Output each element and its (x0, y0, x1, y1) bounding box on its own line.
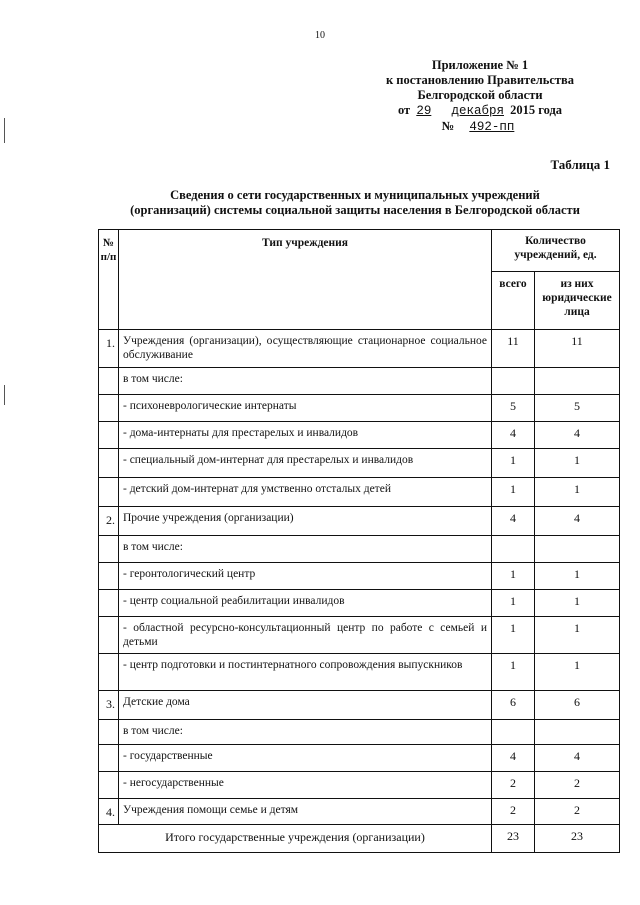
row-num: 1. (99, 330, 119, 368)
total-legal-value: 23 (535, 825, 620, 853)
table-row (99, 654, 620, 691)
row-type: - центр социальной реабилитации инвалидов (119, 590, 492, 617)
row-total: 11 (492, 330, 535, 368)
total-label: Итого государственные учреждения (организации) (99, 825, 492, 853)
table-row (99, 590, 620, 617)
row-total: 1 (492, 449, 535, 478)
table-row (99, 720, 620, 745)
row-total: 1 (492, 590, 535, 617)
row-legal: 4 (535, 422, 620, 449)
row-type: Детские дома (119, 691, 492, 720)
table-row (99, 449, 620, 478)
row-num (99, 590, 119, 617)
row-type: в том числе: (119, 536, 492, 563)
row-total: 2 (492, 799, 535, 825)
row-legal: 6 (535, 691, 620, 720)
row-total (492, 720, 535, 745)
table-row (99, 563, 620, 590)
appendix-line3: Белгородской области (417, 88, 543, 102)
row-legal (535, 720, 620, 745)
row-type: Учреждения помощи семье и детям (119, 799, 492, 825)
row-legal: 1 (535, 590, 620, 617)
table-title (90, 188, 620, 218)
row-num (99, 368, 119, 395)
margin-mark (4, 118, 5, 143)
header-type: Тип учреждения (119, 230, 492, 330)
table-row (99, 330, 620, 368)
row-total: 6 (492, 691, 535, 720)
row-total (492, 368, 535, 395)
header-count: Количество учреждений, ед. (492, 230, 620, 272)
row-type: - дома-интернаты для престарелых и инвалидов (119, 422, 492, 449)
total-value: 23 (492, 825, 535, 853)
row-type: - психоневрологические интернаты (119, 395, 492, 422)
row-type: - детский дом-интернат для умственно отсталых детей (119, 478, 492, 507)
page-number: 10 (315, 30, 325, 41)
header-legal: из них юридические лица (535, 272, 620, 330)
row-legal: 1 (535, 617, 620, 654)
row-total: 5 (492, 395, 535, 422)
row-num (99, 478, 119, 507)
row-num (99, 422, 119, 449)
appendix-block (355, 58, 605, 135)
row-type: - центр подготовки и постинтернатного сопровождения выпускников (119, 654, 492, 691)
row-num (99, 617, 119, 654)
table-row (99, 478, 620, 507)
table-row (99, 368, 620, 395)
row-type: - специальный дом-интернат для престарелых и инвалидов (119, 449, 492, 478)
row-total: 4 (492, 507, 535, 536)
table-row (99, 745, 620, 772)
table-row (99, 799, 620, 825)
row-total: 1 (492, 478, 535, 507)
row-num (99, 772, 119, 799)
row-num (99, 449, 119, 478)
appendix-date (355, 103, 605, 119)
row-legal: 11 (535, 330, 620, 368)
institutions-table (98, 229, 620, 853)
row-total: 1 (492, 563, 535, 590)
row-total: 1 (492, 617, 535, 654)
row-num: 2. (99, 507, 119, 536)
row-num: 4. (99, 799, 119, 825)
appendix-number (355, 119, 605, 135)
row-total: 4 (492, 745, 535, 772)
table-row (99, 507, 620, 536)
date-year: 2015 года (510, 103, 563, 117)
appendix-line2: к постановлению Правительства (385, 73, 575, 87)
total-row (99, 825, 620, 853)
row-legal: 1 (535, 449, 620, 478)
row-type: в том числе: (119, 368, 492, 395)
table-row (99, 422, 620, 449)
row-type: Прочие учреждения (организации) (119, 507, 492, 536)
table-title-line1: Сведения о сети государственных и муниципальных учреждений (170, 188, 540, 202)
header-num: № п/п (99, 230, 119, 330)
table-label: Таблица 1 (550, 157, 610, 172)
row-num (99, 654, 119, 691)
number-prefix: № (441, 119, 455, 133)
row-legal: 1 (535, 478, 620, 507)
row-num: 3. (99, 691, 119, 720)
row-type: - государственные (119, 745, 492, 772)
row-legal: 4 (535, 745, 620, 772)
row-legal: 5 (535, 395, 620, 422)
row-type: Учреждения (организации), осуществляющие стационарное социальное обслуживание (119, 330, 492, 368)
row-total (492, 536, 535, 563)
row-legal: 4 (535, 507, 620, 536)
row-legal (535, 368, 620, 395)
table-row (99, 617, 620, 654)
row-total: 4 (492, 422, 535, 449)
date-month: декабря (451, 104, 504, 118)
row-type: - геронтологический центр (119, 563, 492, 590)
date-prefix: от (397, 103, 411, 117)
date-day: 29 (416, 104, 432, 118)
row-num (99, 720, 119, 745)
table-row (99, 691, 620, 720)
row-legal (535, 536, 620, 563)
row-legal: 2 (535, 799, 620, 825)
row-total: 2 (492, 772, 535, 799)
row-legal: 1 (535, 654, 620, 691)
row-legal: 2 (535, 772, 620, 799)
row-num (99, 563, 119, 590)
document-number: 492-пп (469, 120, 515, 134)
appendix-line1: Приложение № 1 (431, 58, 529, 72)
row-num (99, 745, 119, 772)
margin-mark (4, 385, 5, 405)
row-type: - негосударственные (119, 772, 492, 799)
row-num (99, 536, 119, 563)
row-legal: 1 (535, 563, 620, 590)
table-row (99, 772, 620, 799)
row-num (99, 395, 119, 422)
table-title-line2: (организаций) системы социальной защиты населения в Белгородской области (130, 203, 580, 217)
row-type: - областной ресурсно-консультационный центр по работе с семьей и детьми (119, 617, 492, 654)
row-type: в том числе: (119, 720, 492, 745)
table-row (99, 395, 620, 422)
header-total: всего (492, 272, 535, 330)
table-row (99, 536, 620, 563)
row-total: 1 (492, 654, 535, 691)
